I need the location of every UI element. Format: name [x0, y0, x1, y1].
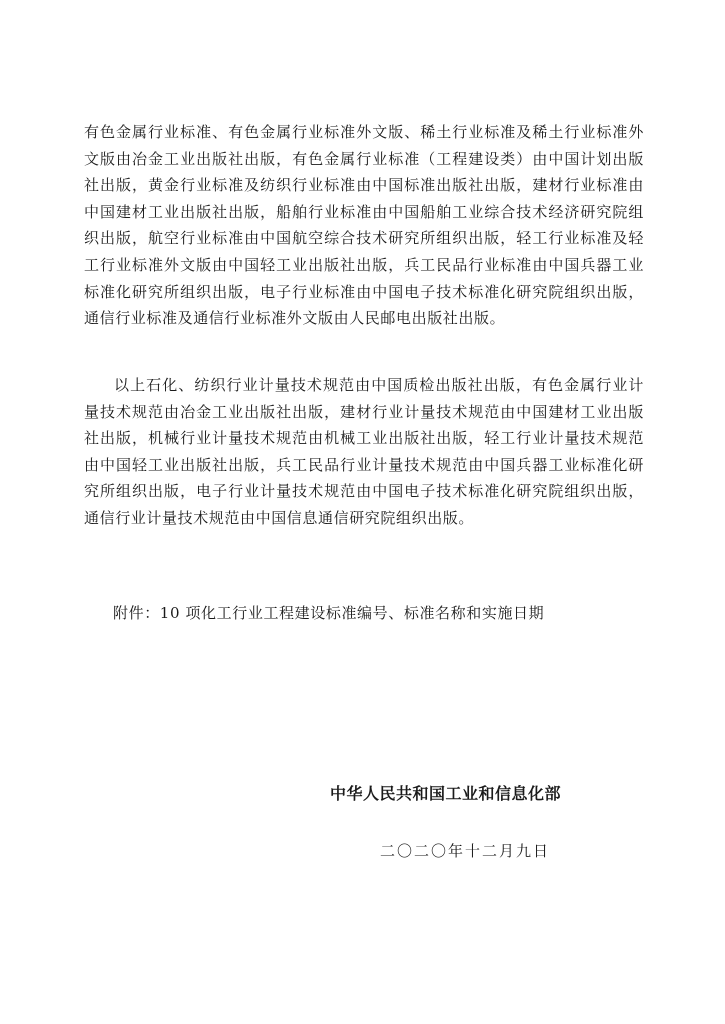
attachment-line: 附件：10 项化工行业工程建设标准编号、标准名称和实施日期: [113, 604, 545, 622]
issue-date: 二〇二〇年十二月九日: [380, 842, 551, 860]
body-paragraph-publishers: 有色金属行业标准、有色金属行业标准外文版、稀土行业标准及稀土行业标准外文版由冶金工业出版社出版，有色金属行业标准（工程建设类）由中国计划出版社出版，黄金行业标准及纺织行业标准由中国标准出版社出版，建材行业标准由中国建材工业出版社出版，船舶行业标准由中国船舶工业综合技术经济研究院组织出版，航空行业标准由中国航空综合技术研究所组织出版，轻工行业标准及轻工行业标准外文版由中国轻工业出版社出版，兵工民品行业标准由中国兵器工业标准化研究所组织出版，电子行业标准由中国电子技术标准化研究院组织出版，通信行业标准及通信行业标准外文版由人民邮电出版社出版。: [84, 123, 644, 328]
body-paragraph-metrology: 以上石化、纺织行业计量技术规范由中国质检出版社出版，有色金属行业计量技术规范由冶金工业出版社出版，建材行业计量技术规范由中国建材工业出版社出版，机械行业计量技术规范由机械工业出版社出版，轻工行业计量技术规范由中国轻工业出版社出版，兵工民品行业计量技术规范由中国兵器工业标准化研究所组织出版，电子行业计量技术规范由中国电子技术标准化研究院组织出版，通信行业计量技术规范由中国信息通信研究院组织出版。: [84, 376, 644, 527]
issuing-authority: 中华人民共和国工业和信息化部: [330, 784, 562, 803]
